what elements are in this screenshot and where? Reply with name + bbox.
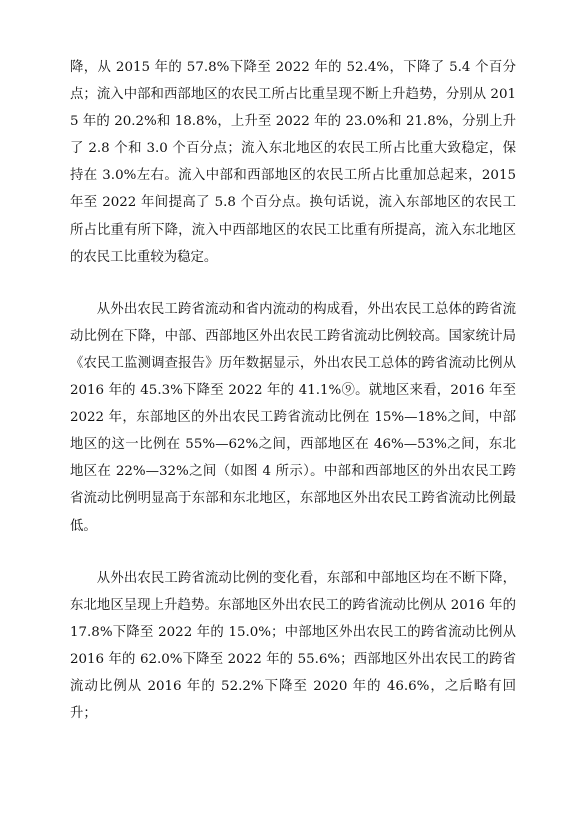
paragraph-3: 从外出农民工跨省流动比例的变化看，东部和中部地区均在不断下降，东北地区呈现上升趋势。东部地区外出农民工的跨省流动比例从 2016 年的 17.8%下降至 2022 年的 15.0%；中部地区外出农民工的跨省流动比例从 2016 年的 62.0%下降至 2022 年的 55.6%；西部地区外出农民工的跨省流动比例从 2016 年的 52.2%下降至 2020 年的 46.6%，之后略有回升； (70, 570, 516, 722)
paragraph-2: 从外出农民工跨省流动和省内流动的构成看，外出农民工总体的跨省流动比例在下降，中部、西部地区外出农民工跨省流动比例较高。国家统计局《农民工监测调查报告》历年数据显示，外出农民工总体的跨省流动比例从 2016 年的 45.3%下降至 2022 年的 41.1%⑨。就地区来看，2016 年至 2022 年，东部地区的外出农民工跨省流动比例在 15%—18%之间，中部地区的这一比例在 55%—62%之间，西部地区在 46%—53%之间，东北地区在 22%—32%之间（如图 4 所示）。中部和西部地区的外出农民工跨省流动比例明显高于东部和东北地区，东部地区外出农民工跨省流动比例最低。 (70, 301, 516, 534)
paragraph-1: 降，从 2015 年的 57.8%下降至 2022 年的 52.4%，下降了 5.4 个百分点；流入中部和西部地区的农民工所占比重呈现不断上升趋势，分别从 2015 年的 20.2%和 18.8%，上升至 2022 年的 23.0%和 21.8%，分别上升了 2.8 个和 3.0 个百分点；流入东北地区的农民工所占比重大致稳定，保持在 3.0%左右。流入中部和西部地区的农民工所占比重加总起来，2015 年至 2022 年间提高了 5.8 个百分点。换句话说，流入东部地区的农民工所占比重有所下降，流入中西部地区的农民工比重有所提高，流入东北地区的农民工比重较为稳定。 (70, 60, 516, 265)
document-page (70, 54, 516, 727)
